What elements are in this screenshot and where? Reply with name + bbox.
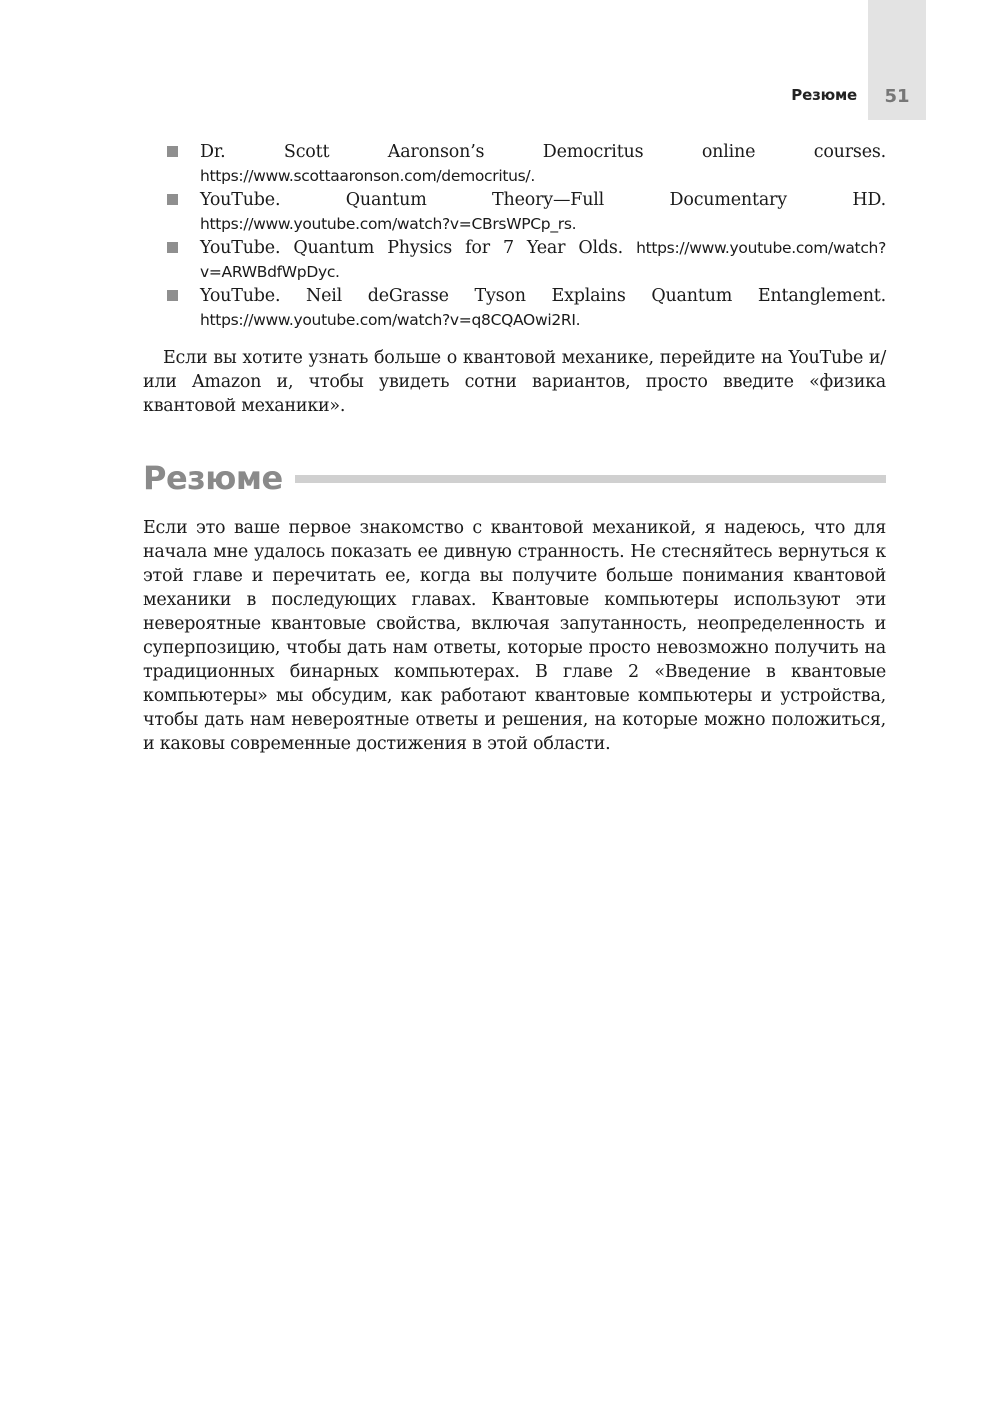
- reference-text: YouTube. Neil deGrasse Tyson Explains Quantum Entanglement.: [200, 286, 886, 306]
- reference-url[interactable]: https://www.youtube.com/watch?v=CBrsWPCp_rs.: [200, 215, 577, 233]
- reference-url[interactable]: https://www.scottaaronson.com/democritus/.: [200, 167, 535, 185]
- running-head: Резюме: [791, 86, 857, 104]
- square-bullet-icon: [167, 146, 178, 157]
- list-item: [143, 188, 886, 236]
- reference-text: YouTube. Quantum Physics for 7 Year Olds.: [200, 238, 637, 258]
- reference-list: [143, 140, 886, 332]
- reference-text: Dr. Scott Aaronson’s Democritus online courses.: [200, 142, 886, 162]
- list-item: [143, 284, 886, 332]
- list-item: [143, 236, 886, 284]
- reference-url[interactable]: https://www.youtube.com/watch?v=q8CQAOwi2RI.: [200, 311, 581, 329]
- square-bullet-icon: [167, 242, 178, 253]
- summary-paragraph: Если это ваше первое знакомство с квантовой механикой, я надеюсь, что для начала мне удалось показать ее дивную странность. Не стесняйтесь вернуться к этой главе и перечитать ее, когда вы получите больше понимания квантовой механики в последующих главах. Квантовые компьютеры используют эти невероятные квантовые свойства, включая запутанность, неопределенность и суперпозицию, чтобы дать нам ответы, которые просто невозможно получить на традиционных бинарных компьютерах. В главе 2 «Введение в квантовые компьютеры» мы обсудим, как работают квантовые компьютеры и устройства, чтобы дать нам невероятные ответы и решения, на которые можно положиться, и каковы современные достижения в этой области.: [143, 518, 886, 754]
- heading-rule: [295, 475, 886, 483]
- intro-paragraph: Если вы хотите узнать больше о квантовой механике, перейдите на YouTube и/или Amazon и, чтобы увидеть сотни вариантов, просто введите «физика квантовой механики».: [143, 348, 886, 416]
- list-item: [143, 140, 886, 188]
- page-number: 51: [884, 86, 910, 107]
- page-content: [143, 140, 886, 756]
- square-bullet-icon: [167, 194, 178, 205]
- square-bullet-icon: [167, 290, 178, 301]
- section-heading: [143, 454, 886, 502]
- reference-url[interactable]: https://www.youtube.com/watch?v=ARWBdfWpDyc.: [200, 239, 886, 281]
- section-title: Резюме: [143, 459, 283, 497]
- reference-text: YouTube. Quantum Theory—Full Documentary HD.: [200, 190, 886, 210]
